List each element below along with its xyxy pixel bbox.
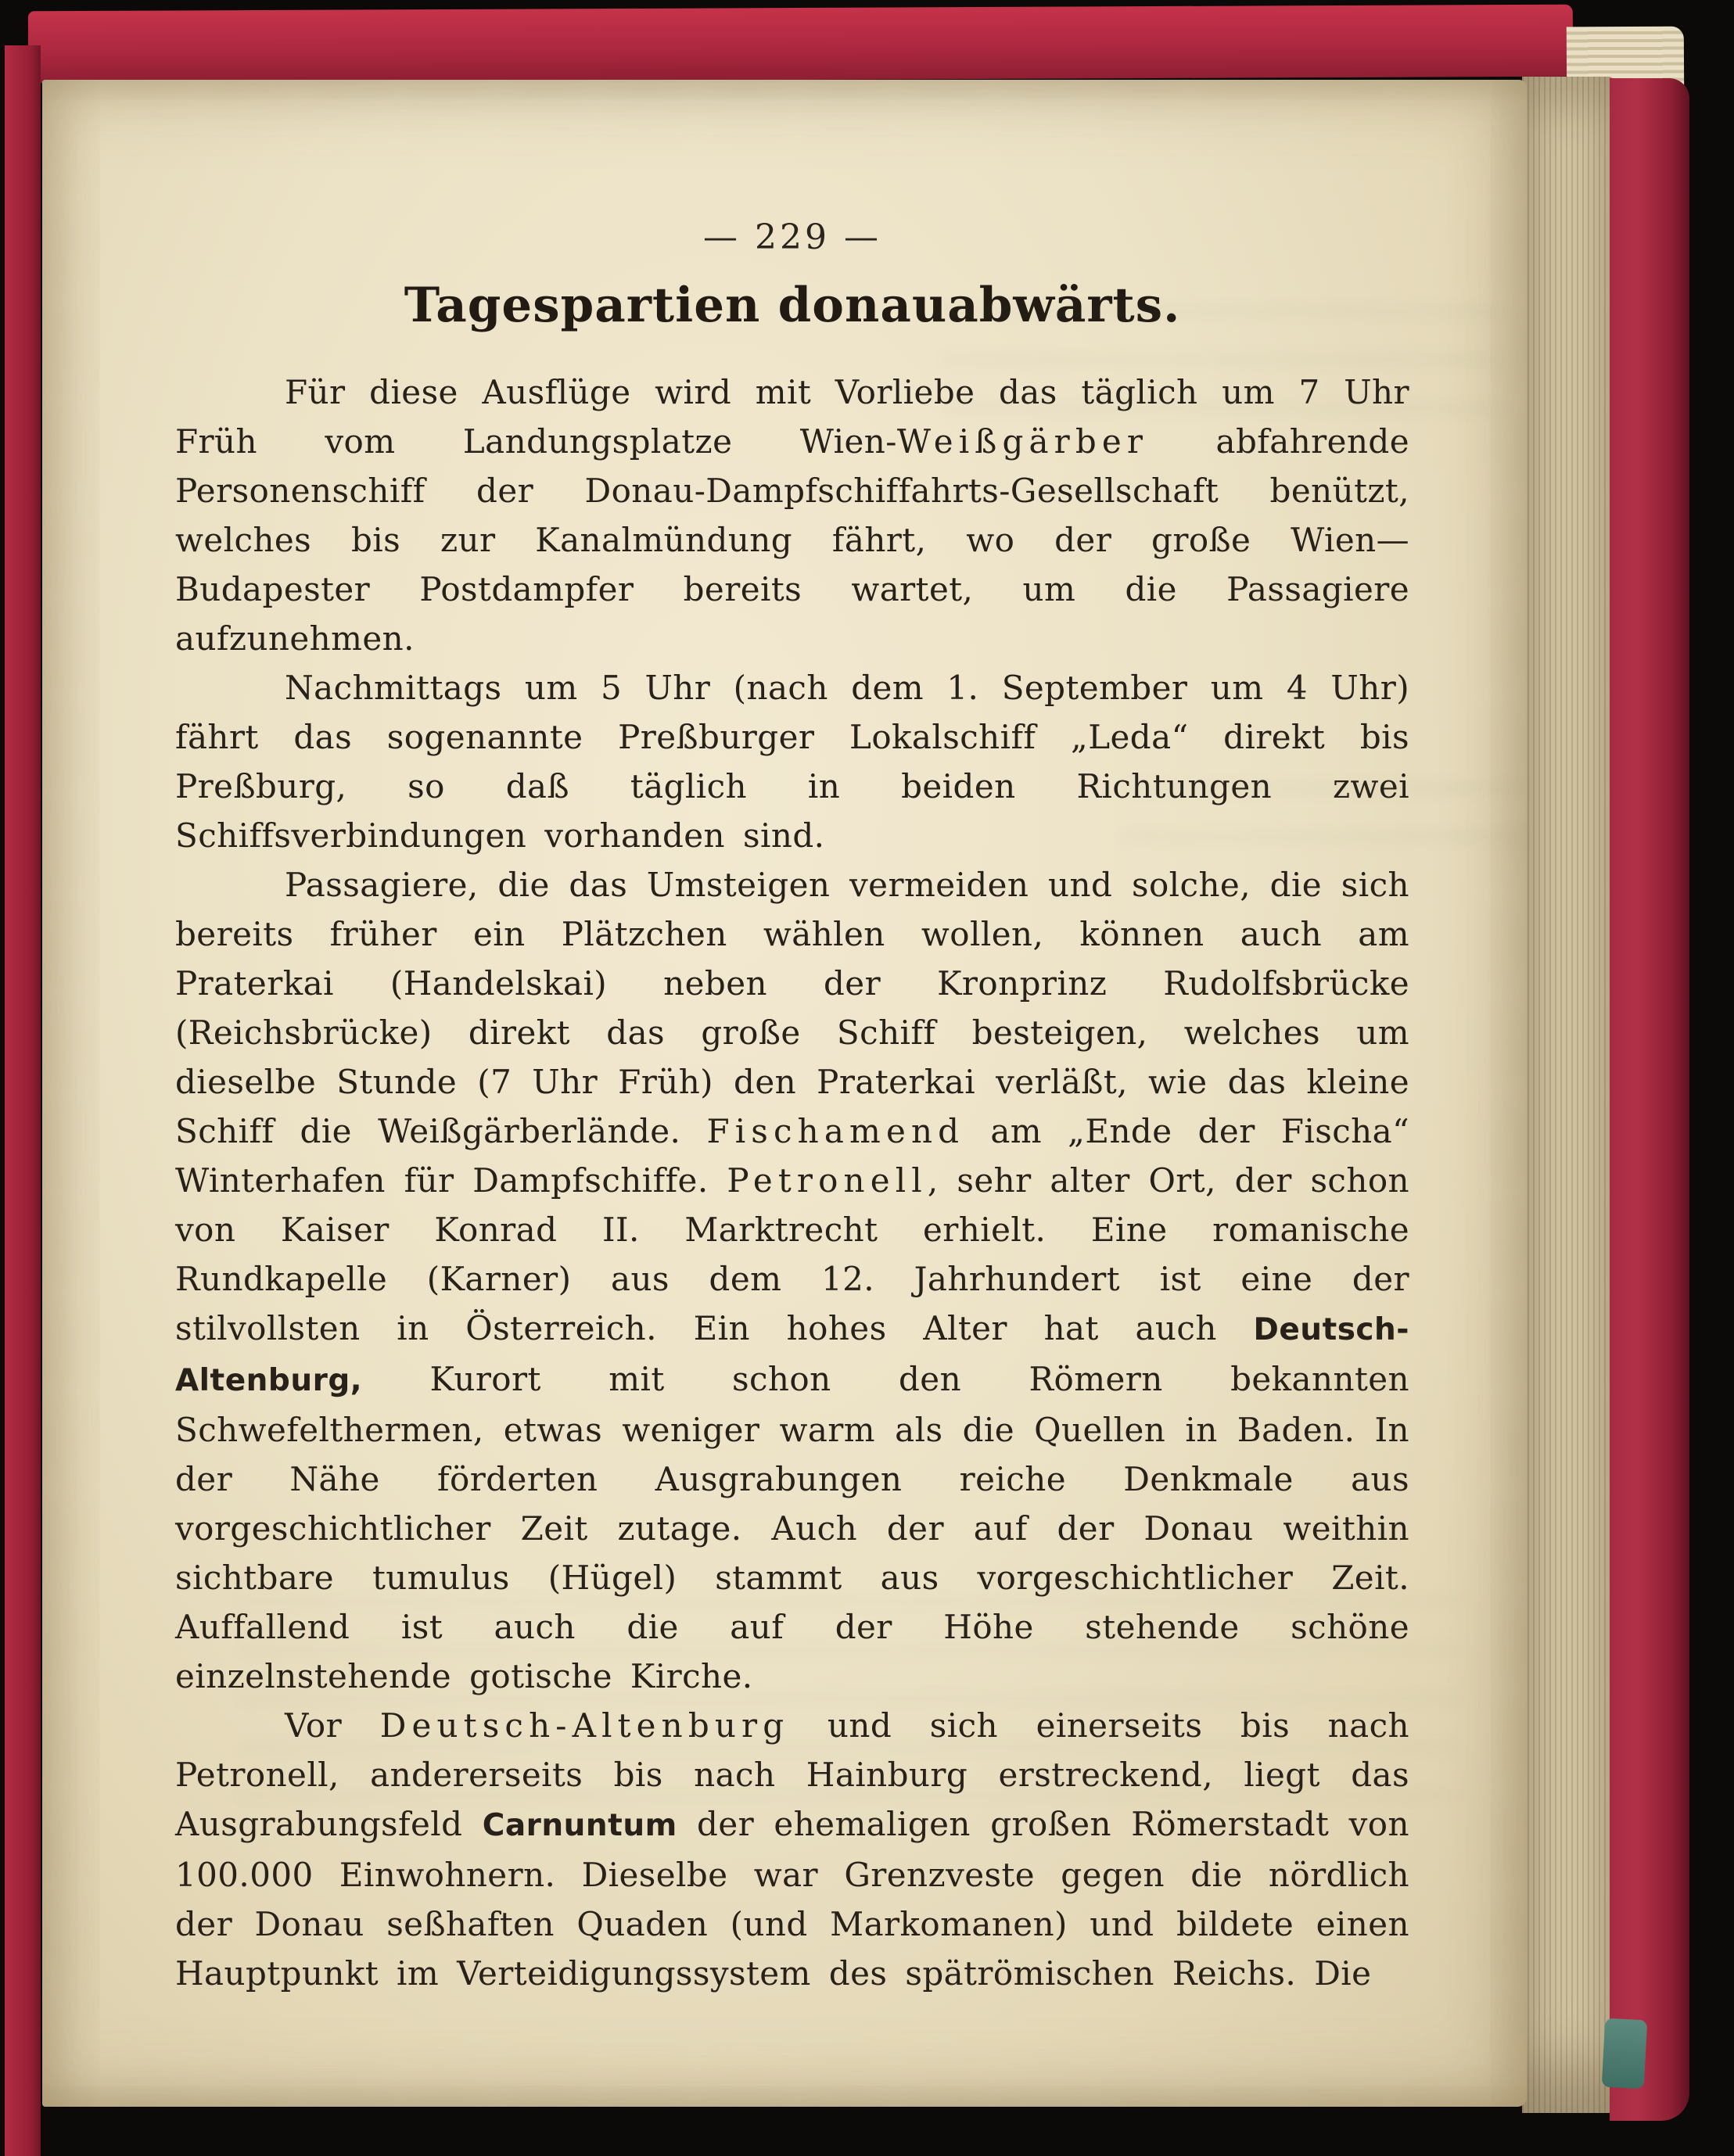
- text-segment: Nachmittags um 5 Uhr (nach dem 1. September um 4 Uhr) fährt das sogenannte Preßburger Lokalschiff „Leda“ direkt bis Preßburg, so daß täglich in beiden Richtungen zwei Schiffsverbindungen vorhanden sind.: [175, 669, 1409, 855]
- book-page: [42, 80, 1527, 2107]
- page-stack-fore-edge: [1522, 77, 1616, 2113]
- text-segment: am „Ende der Fischa“ Winterhafen für Dampfschiffe.: [175, 1112, 1409, 1200]
- page-body: [175, 368, 1409, 1998]
- text-segment-spaced: Fischamend: [706, 1112, 965, 1150]
- endband: [1602, 2018, 1648, 2090]
- text-segment-spaced: Deutsch-Altenburg: [379, 1706, 790, 1745]
- paragraph: [175, 1701, 1409, 1998]
- book-cover-left-edge: [5, 45, 41, 2156]
- page-title: Tagespartien donauabwärts.: [404, 278, 1181, 333]
- text-segment: und sich einerseits bis nach Petronell, andererseits bis nach Hainburg erstreckend, liegt das Ausgrabungsfeld: [175, 1706, 1409, 1843]
- text-segment-bold: Deutsch-Altenburg,: [175, 1312, 1409, 1398]
- page-number: — 229 —: [703, 217, 881, 257]
- text-segment: Vor: [285, 1706, 380, 1745]
- text-segment: Für diese Ausflüge wird mit Vorliebe das täglich um 7 Uhr Früh vom Landungsplatze Wien-: [175, 373, 1409, 461]
- paragraph: [175, 368, 1409, 663]
- text-segment: , sehr alter Ort, der schon von Kaiser Konrad II. Marktrecht erhielt. Eine romanische Rundkapelle (Karner) aus dem 12. Jahrhundert ist eine der stilvollsten in Österreich. Ein hohes Alter hat auch: [175, 1161, 1410, 1347]
- text-segment: Kurort mit schon den Römern bekannten Schwefelthermen, etwas weniger warm als die Quellen in Baden. In der Nähe förderten Ausgrabungen reiche Denkmale aus vorgeschichtlicher Zeit zutage. Auch der auf der Donau weithin sichtbare tumulus (Hügel) stammt aus vorgeschichtlicher Zeit. Auffallend ist auch die auf der Höhe stehende schöne einzelnstehende gotische Kirche.: [175, 1360, 1409, 1695]
- book-cover-right-edge: [1610, 78, 1689, 2121]
- text-segment-spaced: Weißgärber: [896, 422, 1149, 461]
- book-cover-top-edge: [28, 5, 1573, 84]
- paragraph: [175, 663, 1409, 860]
- text-segment-spaced: Petronell: [727, 1161, 928, 1200]
- text-segment: Passagiere, die das Umsteigen vermeiden und solche, die sich bereits früher ein Plätzchen wählen wollen, können auch am Praterkai (Handelskai) neben der Kronprinz Rudolfsbrücke (Reichsbrücke) direkt das große Schiff besteigen, welches um dieselbe Stunde (7 Uhr Früh) den Praterkai verläßt, wie das kleine Schiff die Weißgärberlände.: [175, 866, 1409, 1150]
- text-segment: der ehemaligen großen Römerstadt von 100.000 Einwohnern. Dieselbe war Grenzveste gegen die nördlich der Donau seßhaften Quaden (und Markomanen) und bildete einen Hauptpunkt im Verteidigungssystem des spätrömischen Reichs. Die: [175, 1805, 1409, 1993]
- text-segment: abfahrende Personenschiff der Donau-Dampfschiffahrts-Gesellschaft benützt, welches bis zur Kanalmündung fährt, wo der große Wien—Budapester Postdampfer bereits wartet, um die Passagiere aufzunehmen.: [175, 422, 1409, 658]
- paragraph: [175, 860, 1409, 1701]
- text-segment-bold: Carnuntum: [482, 1808, 677, 1843]
